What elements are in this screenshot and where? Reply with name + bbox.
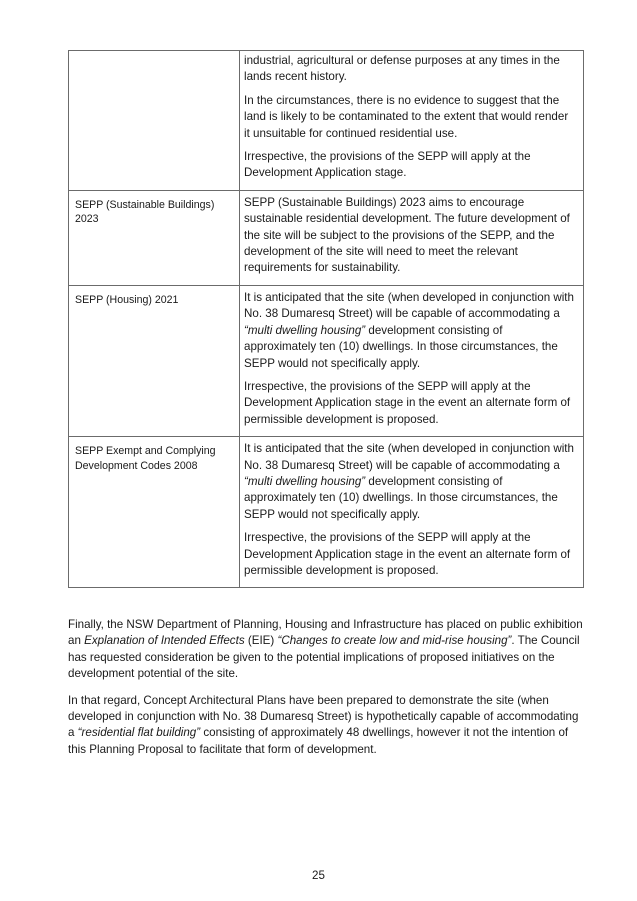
- text-run: It is anticipated that the site (when developed in conjunction with No. 38 Dumaresq Street) will be capable of accommodating a: [244, 442, 574, 472]
- sepp-comment-cell: [240, 437, 584, 588]
- italic-text: “multi dwelling housing”: [244, 323, 366, 337]
- italic-text: “Changes to create low and mid-rise housing”: [277, 634, 512, 648]
- sepp-name-cell: SEPP (Sustainable Buildings) 2023: [69, 190, 240, 285]
- text-run: Irrespective, the provisions of the SEPP will apply at the Development Application stage in the event an alternate form of permissible development is proposed.: [244, 379, 571, 426]
- cell-paragraph: [244, 379, 577, 428]
- italic-text: Explanation of Intended Effects: [84, 634, 245, 648]
- body-paragraph: [68, 617, 586, 683]
- sepp-name-cell: [69, 51, 240, 191]
- table-row: [69, 437, 584, 588]
- sepp-name-cell: SEPP (Housing) 2021: [69, 285, 240, 436]
- text-run: industrial, agricultural or defense purposes at any times in the lands recent history.: [244, 54, 560, 84]
- body-paragraph: [68, 693, 586, 759]
- text-run: development consisting of approximately ten (10) dwellings. In those circumstances, the SEPP would not specifically apply.: [244, 323, 558, 370]
- text-run: In the circumstances, there is no evidence to suggest that the land is likely to be contaminated to the extent that would render it unsuitable for continued residential use.: [244, 93, 569, 140]
- table-row: [69, 285, 584, 436]
- cell-paragraph: [244, 93, 577, 142]
- table-row: [69, 51, 584, 191]
- italic-text: “residential flat building”: [77, 726, 201, 740]
- cell-paragraph: [244, 195, 577, 277]
- text-run: consisting of approximately 48 dwellings, however it not the intention of this Planning Proposal to facilitate that form of development.: [68, 726, 569, 756]
- page-number: 25: [312, 869, 325, 882]
- text-run: Finally, the NSW Department of Planning, Housing and Infrastructure has placed on public exhibition an: [68, 618, 583, 648]
- cell-paragraph: [244, 53, 577, 86]
- text-run: (EIE): [244, 634, 278, 648]
- sepp-table: [68, 50, 584, 588]
- cell-paragraph: [244, 149, 577, 182]
- cell-paragraph: [244, 441, 577, 523]
- text-run: SEPP (Sustainable Buildings) 2023 aims to encourage sustainable residential development. The future development of the site will be subject to the provisions of the SEPP, and the development of the site will need to meet the relevant requirements for sustainability.: [244, 195, 570, 275]
- sepp-table-body: [69, 51, 584, 588]
- text-run: It is anticipated that the site (when developed in conjunction with No. 38 Dumaresq Street) will be capable of accommodating a: [244, 290, 574, 321]
- sepp-name-cell: SEPP Exempt and Complying Development Codes 2008: [69, 437, 240, 588]
- body-text: [68, 617, 586, 768]
- cell-paragraph: [244, 530, 577, 579]
- italic-text: “multi dwelling housing”: [244, 474, 366, 488]
- text-run: Irrespective, the provisions of the SEPP will apply at the Development Application stage.: [244, 150, 531, 180]
- text-run: In that regard, Concept Architectural Plans have been prepared to demonstrate the site (when developed in conjunction with No. 38 Dumaresq Street) is hypothetically capable of accommodating a: [68, 693, 579, 740]
- sepp-comment-cell: [240, 190, 584, 285]
- sepp-comment-cell: [240, 285, 584, 436]
- sepp-comment-cell: [240, 51, 584, 191]
- table-row: [69, 190, 584, 285]
- text-run: development consisting of approximately ten (10) dwellings. In those circumstances, the SEPP would not specifically apply.: [244, 474, 558, 521]
- cell-paragraph: [244, 290, 577, 372]
- text-run: . The Council has requested consideration be given to the potential implications of proposed initiatives on the development potential of the site.: [68, 634, 580, 681]
- text-run: Irrespective, the provisions of the SEPP will apply at the Development Application stage in the event an alternate form of permissible development is proposed.: [244, 531, 571, 577]
